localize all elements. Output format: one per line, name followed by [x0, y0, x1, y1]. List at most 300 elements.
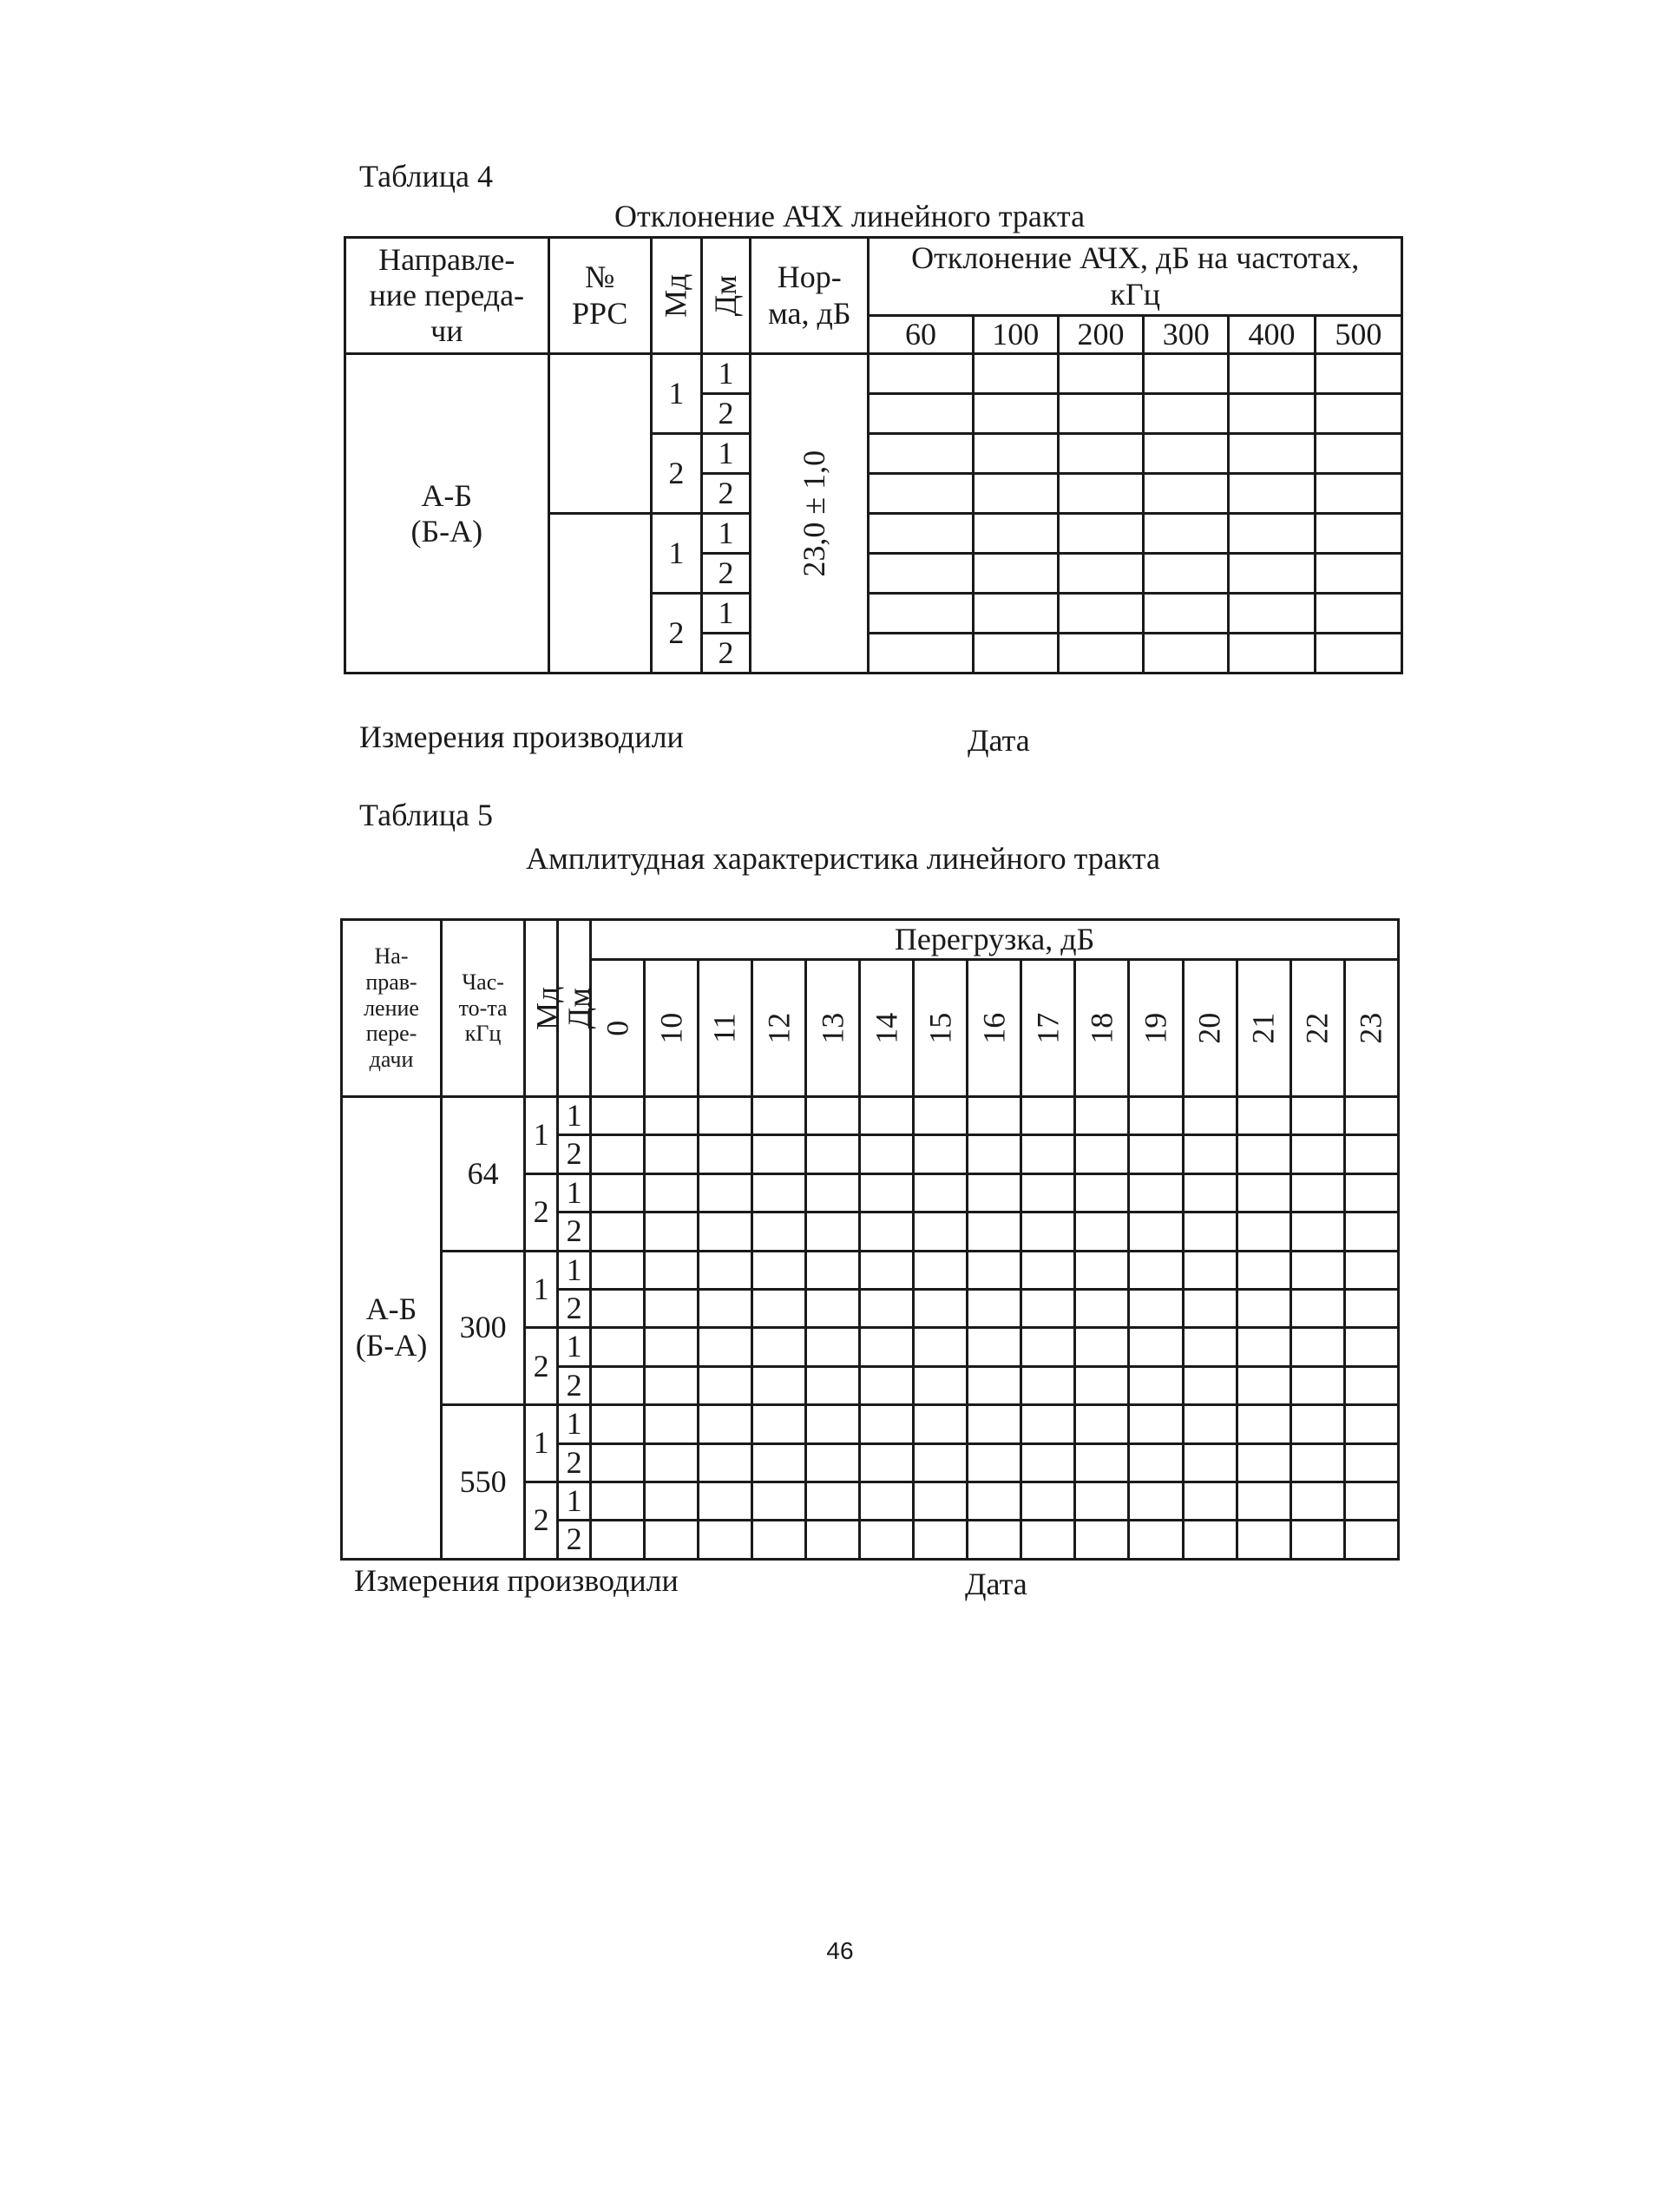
t5-data-cell[interactable]	[699, 1289, 752, 1327]
t4-data-cell[interactable]	[869, 474, 973, 514]
t5-data-cell[interactable]	[752, 1328, 806, 1366]
t5-data-cell[interactable]	[1344, 1366, 1398, 1404]
t5-data-cell[interactable]	[1021, 1521, 1075, 1559]
t5-data-cell[interactable]	[860, 1173, 914, 1212]
t5-data-cell[interactable]	[1237, 1521, 1290, 1559]
t4-data-cell[interactable]	[973, 514, 1058, 554]
t5-overload-level: 11	[699, 960, 752, 1097]
t5-data-cell[interactable]	[591, 1135, 645, 1173]
t5-data-cell[interactable]	[860, 1482, 914, 1520]
t5-data-cell[interactable]	[645, 1251, 699, 1289]
t5-direction-value-reverse: (Б-А)	[355, 1327, 428, 1363]
t4-dm-cell: 2	[701, 474, 750, 514]
t5-data-cell[interactable]	[1129, 1289, 1183, 1327]
t5-dm-cell: 2	[558, 1366, 591, 1404]
t5-data-cell[interactable]	[1237, 1405, 1290, 1443]
t5-data-cell[interactable]	[1021, 1212, 1075, 1251]
t5-freq-cell: 300	[442, 1251, 525, 1405]
t5-data-cell[interactable]	[1075, 1135, 1129, 1173]
t5-data-cell[interactable]	[806, 1366, 860, 1404]
t5-overload-level: 21	[1237, 960, 1290, 1097]
t5-data-cell[interactable]	[860, 1405, 914, 1443]
t5-data-cell[interactable]	[645, 1135, 699, 1173]
t4-freq: 200	[1058, 316, 1143, 354]
t5-data-cell[interactable]	[1290, 1173, 1344, 1212]
t4-freq: 300	[1144, 316, 1229, 354]
t5-data-cell[interactable]	[1237, 1251, 1290, 1289]
t5-dm-cell: 1	[558, 1173, 591, 1212]
t5-data-cell[interactable]	[1290, 1097, 1344, 1135]
t5-data-cell[interactable]	[1237, 1173, 1290, 1212]
t5-dm-cell: 2	[558, 1135, 591, 1173]
t5-data-cell[interactable]	[752, 1482, 806, 1520]
t5-data-cell[interactable]	[1290, 1328, 1344, 1366]
t5-data-cell[interactable]	[645, 1328, 699, 1366]
t5-data-cell[interactable]	[1237, 1135, 1290, 1173]
t5-data-cell[interactable]	[968, 1173, 1021, 1212]
t5-data-cell[interactable]	[968, 1443, 1021, 1482]
t5-dm-cell: 2	[558, 1289, 591, 1327]
t5-data-cell[interactable]	[1021, 1482, 1075, 1520]
t4-data-cell[interactable]	[1058, 474, 1143, 514]
t5-data-cell[interactable]	[752, 1405, 806, 1443]
t4-data-cell[interactable]	[869, 354, 973, 394]
t5-data-cell[interactable]	[1021, 1173, 1075, 1212]
t4-data-cell[interactable]	[1229, 554, 1315, 594]
t5-data-cell[interactable]	[914, 1443, 968, 1482]
t4-md-cell: 2	[651, 434, 701, 514]
t4-data-cell[interactable]	[1315, 394, 1401, 434]
t5-data-cell[interactable]	[860, 1097, 914, 1135]
t5-data-cell[interactable]	[1344, 1289, 1398, 1327]
t4-dm-cell: 1	[701, 594, 750, 634]
t5-overload-level: 22	[1290, 960, 1344, 1097]
t4-data-cell[interactable]	[1058, 394, 1143, 434]
t5-data-cell[interactable]	[1290, 1289, 1344, 1327]
t5-dm-cell: 2	[558, 1521, 591, 1559]
t5-data-cell[interactable]	[752, 1289, 806, 1327]
t5-md-cell: 1	[525, 1251, 558, 1328]
t5-data-cell[interactable]	[591, 1443, 645, 1482]
t5-data-cell[interactable]	[1129, 1405, 1183, 1443]
t4-norm-value: 23,0 ± 1,0	[797, 450, 832, 577]
t5-data-cell[interactable]	[1075, 1251, 1129, 1289]
t4-data-cell[interactable]	[869, 434, 973, 474]
t5-header-dm-text: Дм	[561, 987, 597, 1029]
t4-data-cell[interactable]	[1229, 354, 1315, 394]
t5-data-cell[interactable]	[806, 1097, 860, 1135]
t4-data-cell[interactable]	[1315, 434, 1401, 474]
t5-data-cell[interactable]	[1129, 1212, 1183, 1251]
t5-data-cell[interactable]	[860, 1443, 914, 1482]
t5-data-cell[interactable]	[968, 1251, 1021, 1289]
t5-data-cell[interactable]	[1183, 1135, 1237, 1173]
t5-data-cell[interactable]	[1129, 1521, 1183, 1559]
t5-data-cell[interactable]	[860, 1366, 914, 1404]
t4-header-direction: Направле-ние переда-чи	[345, 238, 549, 354]
t5-data-cell[interactable]	[1237, 1097, 1290, 1135]
t5-data-cell[interactable]	[591, 1289, 645, 1327]
t5-data-cell[interactable]	[699, 1366, 752, 1404]
page-number: 46	[826, 1937, 854, 1964]
t5-data-cell[interactable]	[806, 1173, 860, 1212]
t4-header-deviation: Отклонение АЧХ, дБ на частотах, кГц	[869, 238, 1402, 316]
t5-data-cell[interactable]	[1075, 1521, 1129, 1559]
t5-dm-cell: 1	[558, 1328, 591, 1366]
t5-md-cell: 1	[525, 1097, 558, 1174]
t5-md-cell: 2	[525, 1328, 558, 1405]
t5-data-cell[interactable]	[591, 1405, 645, 1443]
t5-data-cell[interactable]	[1237, 1443, 1290, 1482]
t4-header-dm-text: Дм	[707, 275, 743, 317]
t5-data-cell[interactable]	[645, 1443, 699, 1482]
t5-data-cell[interactable]	[806, 1212, 860, 1251]
t4-direction-value-reverse: (Б-А)	[410, 513, 483, 549]
t5-data-cell[interactable]	[1290, 1521, 1344, 1559]
t5-body	[342, 1097, 1399, 1560]
t5-overload-level: 10	[645, 960, 699, 1097]
t5-data-cell[interactable]	[1344, 1251, 1398, 1289]
t5-data-cell[interactable]	[1021, 1135, 1075, 1173]
t4-data-cell[interactable]	[869, 394, 973, 434]
t5-data-cell[interactable]	[860, 1212, 914, 1251]
t5-data-cell[interactable]	[645, 1173, 699, 1212]
t5-data-cell[interactable]	[1183, 1482, 1237, 1520]
t5-data-cell[interactable]	[914, 1212, 968, 1251]
t5-data-cell[interactable]	[860, 1289, 914, 1327]
t5-data-cell[interactable]	[1290, 1482, 1344, 1520]
t4-data-cell[interactable]	[1144, 554, 1229, 594]
t5-data-cell[interactable]	[1075, 1328, 1129, 1366]
t5-data-cell[interactable]	[914, 1251, 968, 1289]
t5-data-cell[interactable]	[1075, 1482, 1129, 1520]
t5-data-cell[interactable]	[1021, 1443, 1075, 1482]
t5-data-cell[interactable]	[645, 1097, 699, 1135]
t5-data-cell[interactable]	[699, 1135, 752, 1173]
t5-data-cell[interactable]	[1075, 1366, 1129, 1404]
t4-direction-cell	[345, 354, 549, 674]
t5-data-cell[interactable]	[1183, 1097, 1237, 1135]
t5-data-cell[interactable]	[914, 1366, 968, 1404]
t5-data-cell[interactable]	[1021, 1289, 1075, 1327]
t5-overload-level: 23	[1344, 960, 1398, 1097]
t5-data-cell[interactable]	[1129, 1443, 1183, 1482]
t4-data-cell[interactable]	[1058, 354, 1143, 394]
t5-data-cell[interactable]	[1075, 1173, 1129, 1212]
t5-data-cell[interactable]	[752, 1251, 806, 1289]
t5-data-cell[interactable]	[806, 1328, 860, 1366]
t4-rrs-cell	[548, 354, 651, 514]
t4-dm-cell: 1	[701, 514, 750, 554]
t5-data-cell[interactable]	[968, 1097, 1021, 1135]
t5-data-cell[interactable]	[968, 1482, 1021, 1520]
t5-data-cell[interactable]	[752, 1366, 806, 1404]
t5-data-cell[interactable]	[752, 1443, 806, 1482]
t4-data-cell[interactable]	[1315, 634, 1401, 674]
t5-data-cell[interactable]	[699, 1521, 752, 1559]
t5-data-cell[interactable]	[1344, 1173, 1398, 1212]
t5-data-cell[interactable]	[699, 1405, 752, 1443]
t5-dm-cell: 2	[558, 1443, 591, 1482]
t5-data-cell[interactable]	[1344, 1521, 1398, 1559]
table5	[340, 918, 1400, 1561]
t5-data-cell[interactable]	[645, 1482, 699, 1520]
t5-data-cell[interactable]	[699, 1097, 752, 1135]
t5-data-cell[interactable]	[1237, 1212, 1290, 1251]
t5-data-cell[interactable]	[914, 1135, 968, 1173]
t5-overload-level: 0	[591, 960, 645, 1097]
t5-data-cell[interactable]	[645, 1521, 699, 1559]
t4-data-cell[interactable]	[1058, 634, 1143, 674]
t5-data-cell[interactable]	[1129, 1251, 1183, 1289]
t5-data-cell[interactable]	[1021, 1405, 1075, 1443]
t4-rrs-cell	[548, 514, 651, 674]
t5-data-cell[interactable]	[1183, 1251, 1237, 1289]
t5-data-cell[interactable]	[968, 1366, 1021, 1404]
t5-data-cell[interactable]	[1129, 1097, 1183, 1135]
t5-data-cell[interactable]	[1075, 1212, 1129, 1251]
t5-data-cell[interactable]	[1344, 1097, 1398, 1135]
t5-data-cell[interactable]	[1290, 1135, 1344, 1173]
t4-data-cell[interactable]	[1144, 474, 1229, 514]
t4-data-cell[interactable]	[973, 554, 1058, 594]
t4-freq: 60	[869, 316, 973, 354]
t5-data-cell[interactable]	[968, 1289, 1021, 1327]
t4-data-cell[interactable]	[973, 634, 1058, 674]
t4-freq: 400	[1229, 316, 1315, 354]
t4-data-cell[interactable]	[1058, 554, 1143, 594]
t5-data-cell[interactable]	[1129, 1173, 1183, 1212]
table4-label: Таблица 4	[359, 159, 493, 194]
t4-data-cell[interactable]	[869, 554, 973, 594]
t5-md-cell: 2	[525, 1482, 558, 1559]
t4-data-cell[interactable]	[1229, 594, 1315, 634]
t4-dm-cell: 2	[701, 554, 750, 594]
t5-data-cell[interactable]	[914, 1328, 968, 1366]
t5-data-cell[interactable]	[1129, 1328, 1183, 1366]
t4-data-cell[interactable]	[1315, 474, 1401, 514]
t5-direction-cell	[342, 1097, 442, 1560]
t5-data-cell[interactable]	[806, 1405, 860, 1443]
t5-data-cell[interactable]	[860, 1135, 914, 1173]
t5-overload-level: 18	[1075, 960, 1129, 1097]
t5-data-cell[interactable]	[914, 1097, 968, 1135]
t5-data-cell[interactable]	[968, 1405, 1021, 1443]
t5-data-cell[interactable]	[699, 1251, 752, 1289]
t4-md-cell: 2	[651, 594, 701, 674]
t5-data-cell[interactable]	[806, 1482, 860, 1520]
t4-norm-cell	[751, 354, 869, 674]
t5-data-cell[interactable]	[1129, 1135, 1183, 1173]
t5-data-cell[interactable]	[699, 1212, 752, 1251]
t5-overload-level: 20	[1183, 960, 1237, 1097]
t5-overload-level: 15	[914, 960, 968, 1097]
t5-data-cell[interactable]	[752, 1097, 806, 1135]
t4-data-cell[interactable]	[973, 354, 1058, 394]
t5-data-cell[interactable]	[1344, 1135, 1398, 1173]
t5-data-cell[interactable]	[645, 1405, 699, 1443]
t5-header-md	[525, 920, 565, 1097]
t5-freq-cell: 64	[442, 1097, 525, 1252]
t5-data-cell[interactable]	[860, 1251, 914, 1289]
t5-data-cell[interactable]	[591, 1097, 645, 1135]
t4-direction-value: А-Б	[421, 477, 473, 513]
t5-overload-level: 17	[1021, 960, 1075, 1097]
t5-data-cell[interactable]	[806, 1289, 860, 1327]
t4-data-cell[interactable]	[1058, 514, 1143, 554]
t5-data-cell[interactable]	[1183, 1521, 1237, 1559]
t5-data-cell[interactable]	[1075, 1289, 1129, 1327]
t5-data-cell[interactable]	[1075, 1405, 1129, 1443]
t4-dm-cell: 2	[701, 394, 750, 434]
t5-header-md-text: Мд	[529, 986, 565, 1030]
t4-data-cell[interactable]	[1058, 594, 1143, 634]
t5-data-cell[interactable]	[1183, 1405, 1237, 1443]
t5-data-cell[interactable]	[914, 1521, 968, 1559]
table5-title: Амплитудная характеристика линейного тракта	[526, 841, 1160, 876]
t5-overload-level: 12	[752, 960, 806, 1097]
t4-data-cell[interactable]	[869, 514, 973, 554]
t5-data-cell[interactable]	[1290, 1405, 1344, 1443]
t5-data-cell[interactable]	[1021, 1097, 1075, 1135]
t4-data-cell[interactable]	[869, 594, 973, 634]
t5-direction-value: А-Б	[365, 1291, 417, 1327]
t4-data-cell[interactable]	[1229, 434, 1315, 474]
t5-data-cell[interactable]	[591, 1482, 645, 1520]
t5-header-overload: Перегрузка, дБ	[591, 920, 1399, 960]
t5-data-cell[interactable]	[1237, 1289, 1290, 1327]
t5-data-cell[interactable]	[1021, 1366, 1075, 1404]
t5-data-cell[interactable]	[914, 1482, 968, 1520]
t5-dm-cell: 1	[558, 1097, 591, 1135]
t5-data-cell[interactable]	[1290, 1366, 1344, 1404]
t5-data-cell[interactable]	[1075, 1443, 1129, 1482]
t5-data-cell[interactable]	[806, 1521, 860, 1559]
t5-data-cell[interactable]	[591, 1251, 645, 1289]
t4-data-cell[interactable]	[1144, 394, 1229, 434]
t5-data-cell[interactable]	[591, 1366, 645, 1404]
t5-data-cell[interactable]	[1344, 1482, 1398, 1520]
t5-data-cell[interactable]	[699, 1173, 752, 1212]
t4-data-cell[interactable]	[1229, 394, 1315, 434]
t5-dm-cell: 1	[558, 1251, 591, 1289]
t5-data-cell[interactable]	[752, 1521, 806, 1559]
t5-data-cell[interactable]	[591, 1328, 645, 1366]
t5-data-cell[interactable]	[1237, 1482, 1290, 1520]
t5-data-cell[interactable]	[699, 1482, 752, 1520]
t5-data-cell[interactable]	[699, 1328, 752, 1366]
t5-data-cell[interactable]	[645, 1289, 699, 1327]
t5-data-cell[interactable]	[914, 1289, 968, 1327]
t5-data-cell[interactable]	[1344, 1405, 1398, 1443]
t4-header-rrs: № РРС	[548, 238, 651, 354]
t4-footer-date: Дата	[968, 723, 1030, 758]
table5-label: Таблица 5	[359, 798, 493, 832]
t4-data-cell[interactable]	[1315, 594, 1401, 634]
t5-header-dm	[558, 920, 597, 1097]
t5-data-cell[interactable]	[806, 1135, 860, 1173]
t5-data-cell[interactable]	[968, 1521, 1021, 1559]
t5-data-cell[interactable]	[1129, 1482, 1183, 1520]
t5-data-cell[interactable]	[1183, 1366, 1237, 1404]
t4-data-cell[interactable]	[1144, 354, 1229, 394]
t4-dm-cell: 1	[701, 434, 750, 474]
t4-data-cell[interactable]	[1144, 594, 1229, 634]
t4-data-cell[interactable]	[1058, 434, 1143, 474]
t5-footer-measured-by: Измерения производили	[354, 1563, 679, 1598]
t5-data-cell[interactable]	[806, 1251, 860, 1289]
t4-header-md	[651, 238, 701, 354]
t5-data-cell[interactable]	[1344, 1443, 1398, 1482]
t5-data-cell[interactable]	[914, 1173, 968, 1212]
t5-data-cell[interactable]	[1183, 1289, 1237, 1327]
t4-data-cell[interactable]	[1315, 554, 1401, 594]
t5-data-cell[interactable]	[1021, 1328, 1075, 1366]
t5-data-cell[interactable]	[1183, 1328, 1237, 1366]
t5-data-cell[interactable]	[1290, 1251, 1344, 1289]
t5-data-cell[interactable]	[591, 1521, 645, 1559]
t4-data-cell[interactable]	[1315, 354, 1401, 394]
t4-data-cell[interactable]	[869, 634, 973, 674]
t4-data-cell[interactable]	[973, 594, 1058, 634]
t4-data-cell[interactable]	[1144, 634, 1229, 674]
t5-overload-level: 14	[860, 960, 914, 1097]
t4-data-cell[interactable]	[973, 394, 1058, 434]
t5-data-cell[interactable]	[752, 1135, 806, 1173]
t5-data-cell[interactable]	[752, 1173, 806, 1212]
t5-data-cell[interactable]	[1183, 1212, 1237, 1251]
t4-data-cell[interactable]	[1315, 514, 1401, 554]
t5-data-cell[interactable]	[860, 1521, 914, 1559]
t5-data-cell[interactable]	[1344, 1328, 1398, 1366]
t5-data-cell[interactable]	[645, 1366, 699, 1404]
t4-data-cell[interactable]	[973, 434, 1058, 474]
t5-data-cell[interactable]	[591, 1173, 645, 1212]
t5-overload-level: 13	[806, 960, 860, 1097]
t5-data-cell[interactable]	[806, 1443, 860, 1482]
t4-data-cell[interactable]	[1229, 474, 1315, 514]
t5-freq-cell: 550	[442, 1405, 525, 1560]
t5-data-cell[interactable]	[699, 1443, 752, 1482]
t4-data-cell[interactable]	[1144, 514, 1229, 554]
t5-data-cell[interactable]	[752, 1212, 806, 1251]
table4	[344, 236, 1403, 674]
t5-data-cell[interactable]	[645, 1212, 699, 1251]
t5-data-cell[interactable]	[1344, 1212, 1398, 1251]
t5-data-cell[interactable]	[968, 1135, 1021, 1173]
t4-data-cell[interactable]	[1144, 434, 1229, 474]
table4-title: Отклонение АЧХ линейного тракта	[614, 199, 1086, 233]
t4-data-cell[interactable]	[1229, 514, 1315, 554]
t5-data-cell[interactable]	[1290, 1212, 1344, 1251]
t5-data-cell[interactable]	[1183, 1443, 1237, 1482]
t5-data-cell[interactable]	[1290, 1443, 1344, 1482]
t5-data-cell[interactable]	[1237, 1366, 1290, 1404]
t5-data-cell[interactable]	[968, 1212, 1021, 1251]
t5-data-cell[interactable]	[1183, 1173, 1237, 1212]
t4-data-cell[interactable]	[973, 474, 1058, 514]
t5-data-cell[interactable]	[1075, 1097, 1129, 1135]
t5-data-cell[interactable]	[968, 1328, 1021, 1366]
t4-data-cell[interactable]	[1229, 634, 1315, 674]
t5-data-cell[interactable]	[914, 1405, 968, 1443]
t5-data-cell[interactable]	[860, 1328, 914, 1366]
t5-data-cell[interactable]	[1237, 1328, 1290, 1366]
t5-data-cell[interactable]	[591, 1212, 645, 1251]
t5-data-cell[interactable]	[1129, 1366, 1183, 1404]
t4-header-norm: Нор-ма, дБ	[751, 238, 869, 354]
t5-data-cell[interactable]	[1021, 1251, 1075, 1289]
